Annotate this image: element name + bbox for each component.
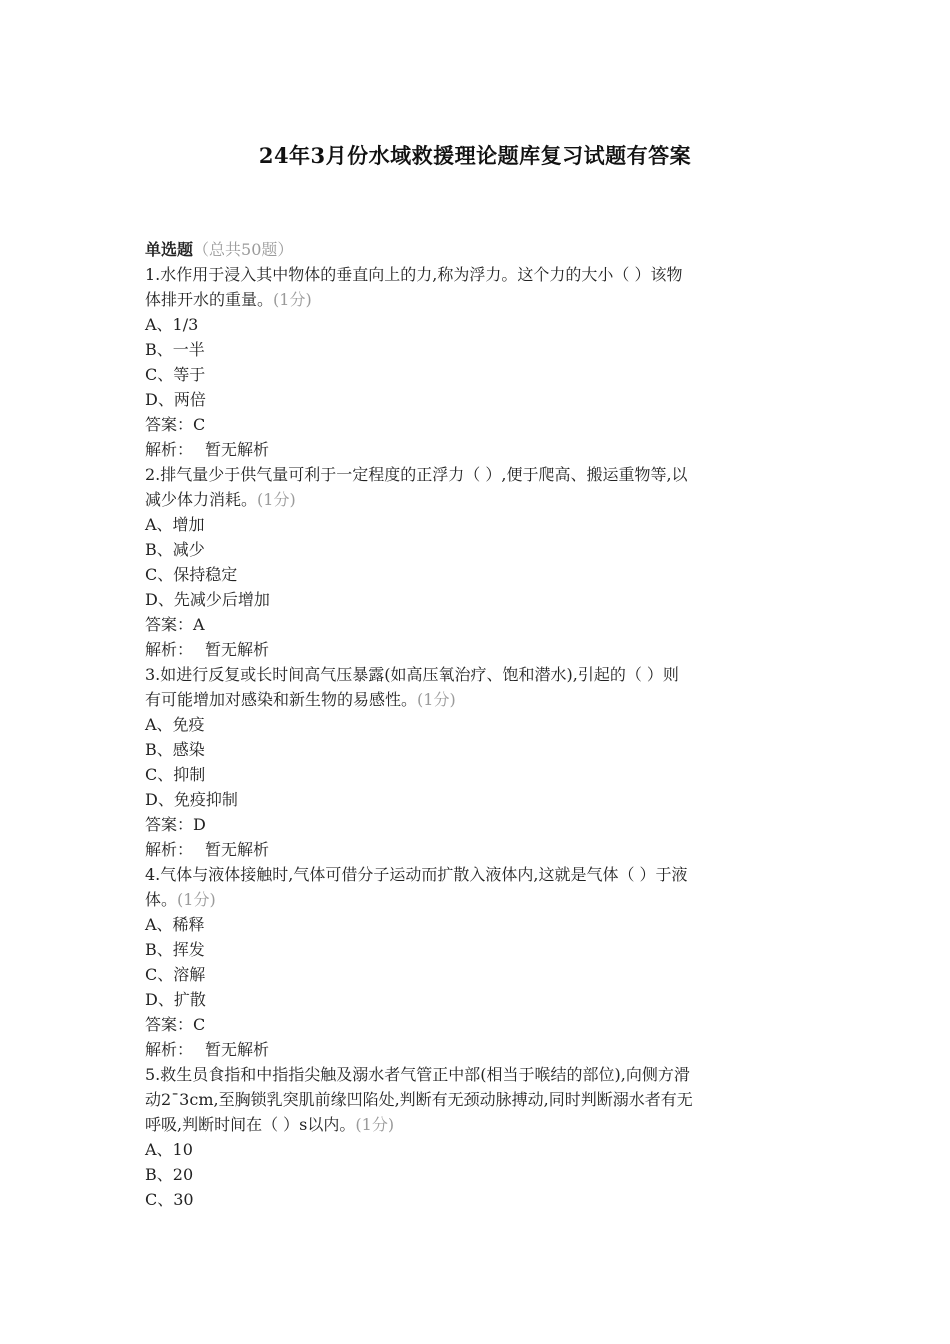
question-3 [145, 662, 810, 862]
answer: 答案：C [145, 415, 206, 434]
option-b: B、挥发 [145, 940, 205, 959]
question-4 [145, 862, 810, 1062]
option-b: B、减少 [145, 540, 205, 559]
question-text-line: 动2¯3cm,至胸锁乳突肌前缘凹陷处,判断有无颈动脉搏动,同时判断溺水者有无 [145, 1090, 693, 1109]
option-a: A、10 [145, 1140, 193, 1159]
answer: 答案：C [145, 1015, 206, 1034]
option-b: B、20 [145, 1165, 194, 1184]
question-5 [145, 1062, 810, 1212]
option-d: D、两倍 [145, 390, 206, 409]
analysis: 解析： 暂无解析 [145, 840, 270, 859]
question-score: (1分) [355, 1115, 395, 1134]
analysis: 解析： 暂无解析 [145, 1040, 270, 1059]
question-2 [145, 462, 810, 662]
question-text-line: 体。(1分) [145, 890, 216, 909]
option-a: A、稀释 [145, 915, 205, 934]
option-b: B、一半 [145, 340, 205, 359]
option-d: D、免疫抑制 [145, 790, 238, 809]
option-a: A、1/3 [145, 315, 199, 334]
analysis: 解析： 暂无解析 [145, 640, 270, 659]
option-a: A、免疫 [145, 715, 205, 734]
option-c: C、30 [145, 1190, 194, 1209]
answer: 答案：D [145, 815, 206, 834]
question-list [145, 237, 810, 1212]
question-score: (1分) [257, 490, 296, 509]
option-c: C、溶解 [145, 965, 206, 984]
question-text-line: 体排开水的重量。(1分) [145, 290, 312, 309]
section-label: 单选题 [145, 240, 194, 259]
question-text-line: 呼吸,判断时间在（ ）s以内。(1分) [145, 1115, 395, 1134]
question-text-line: 5.救生员食指和中指指尖触及溺水者气管正中部(相当于喉结的部位),向侧方滑 [145, 1065, 690, 1084]
question-text-line: 有可能增加对感染和新生物的易感性。(1分) [145, 690, 456, 709]
option-c: C、抑制 [145, 765, 206, 784]
question-score: (1分) [177, 890, 216, 909]
answer: 答案：A [145, 615, 205, 634]
question-text-line: 3.如进行反复或长时间高气压暴露(如高压氧治疗、饱和潜水),引起的（ ）则 [145, 665, 679, 684]
section-count: （总共50题） [193, 240, 294, 259]
document-title: 24年3月份水域救援理论题库复习试题有答案 [258, 143, 692, 168]
option-d: D、先减少后增加 [145, 590, 270, 609]
question-text-line: 2.排气量少于供气量可利于一定程度的正浮力（ ）,便于爬高、搬运重物等,以 [145, 465, 688, 484]
question-text-line: 4.气体与液体接触时,气体可借分子运动而扩散入液体内,这就是气体（ ）于液 [145, 865, 688, 884]
question-text-line: 1.水作用于浸入其中物体的垂直向上的力,称为浮力。这个力的大小（ ）该物 [145, 265, 683, 284]
question-score: (1分) [273, 290, 312, 309]
section-heading [145, 237, 810, 262]
option-c: C、保持稳定 [145, 565, 238, 584]
option-d: D、扩散 [145, 990, 206, 1009]
option-b: B、感染 [145, 740, 205, 759]
question-text-line: 减少体力消耗。(1分) [145, 490, 296, 509]
option-a: A、增加 [145, 515, 205, 534]
question-score: (1分) [417, 690, 456, 709]
option-c: C、等于 [145, 365, 206, 384]
analysis: 解析： 暂无解析 [145, 440, 270, 459]
question-1 [145, 262, 810, 462]
